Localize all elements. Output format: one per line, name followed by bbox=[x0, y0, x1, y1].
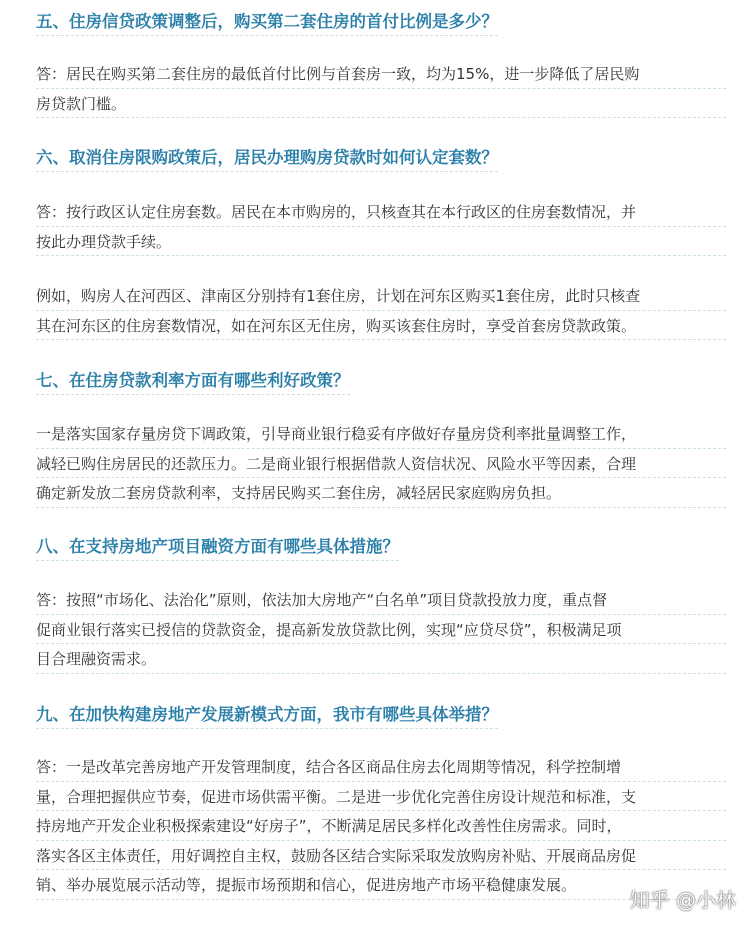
paragraph-line: 答：按行政区认定住房套数。居民在本市购房的，只核查其在本行政区的住房套数情况，并 bbox=[36, 198, 726, 228]
paragraph-line: 确定新发放二套房贷款利率，支持居民购买二套住房，减轻居民家庭购房负担。 bbox=[36, 479, 726, 509]
paragraph-line: 减轻已购住房居民的还款压力。二是商业银行根据借款人资信状况、风险水平等因素，合理 bbox=[36, 450, 726, 480]
paragraph-line: 其在河东区的住房套数情况，如在河东区无住房，购买该套住房时，享受首套房贷款政策。 bbox=[36, 312, 726, 342]
zhihu-watermark: 知乎 @小林 bbox=[629, 888, 736, 912]
paragraph-line: 房贷款门槛。 bbox=[36, 90, 726, 120]
paragraph-line: 销、举办展览展示活动等，提振市场预期和信心，促进房地产市场平稳健康发展。 bbox=[36, 871, 726, 901]
answer-paragraph bbox=[36, 753, 726, 901]
paragraph-line: 量，合理把握供应节奏，促进市场供需平衡。二是进一步优化完善住房设计规范和标准，支 bbox=[36, 783, 726, 813]
answer-paragraph bbox=[36, 586, 726, 675]
section-heading-8: 八、在支持房地产项目融资方面有哪些具体措施？ bbox=[36, 534, 399, 560]
example-paragraph bbox=[36, 282, 726, 341]
section-heading-9: 九、在加快构建房地产发展新模式方面，我市有哪些具体举措？ bbox=[36, 702, 498, 728]
section-heading-5: 五、住房信贷政策调整后，购买第二套住房的首付比例是多少？ bbox=[36, 9, 498, 35]
section-heading-6: 六、取消住房限购政策后，居民办理购房贷款时如何认定套数？ bbox=[36, 145, 498, 171]
paragraph-line: 答：按照“市场化、法治化”原则，依法加大房地产“白名单”项目贷款投放力度，重点督 bbox=[36, 586, 726, 616]
paragraph-line: 持房地产开发企业积极探索建设“好房子”，不断满足居民多样化改善性住房需求。同时， bbox=[36, 812, 726, 842]
paragraph-line: 目合理融资需求。 bbox=[36, 645, 726, 675]
paragraph-line: 答：居民在购买第二套住房的最低首付比例与首套房一致，均为15%，进一步降低了居民购 bbox=[36, 60, 726, 90]
answer-paragraph bbox=[36, 60, 726, 119]
paragraph-line: 一是落实国家存量房贷下调政策，引导商业银行稳妥有序做好存量房贷利率批量调整工作， bbox=[36, 420, 726, 450]
paragraph-line: 例如，购房人在河西区、津南区分别持有1套住房，计划在河东区购买1套住房，此时只核查 bbox=[36, 282, 726, 312]
answer-paragraph bbox=[36, 420, 726, 509]
paragraph-line: 答：一是改革完善房地产开发管理制度，结合各区商品住房去化周期等情况，科学控制增 bbox=[36, 753, 726, 783]
section-heading-7: 七、在住房贷款利率方面有哪些利好政策？ bbox=[36, 368, 350, 394]
paragraph-line: 按此办理贷款手续。 bbox=[36, 228, 726, 258]
paragraph-line: 促商业银行落实已授信的贷款资金，提高新发放贷款比例，实现“应贷尽贷”，积极满足项 bbox=[36, 616, 726, 646]
answer-paragraph bbox=[36, 198, 726, 257]
paragraph-line: 落实各区主体责任，用好调控自主权，鼓励各区结合实际采取发放购房补贴、开展商品房促 bbox=[36, 842, 726, 872]
